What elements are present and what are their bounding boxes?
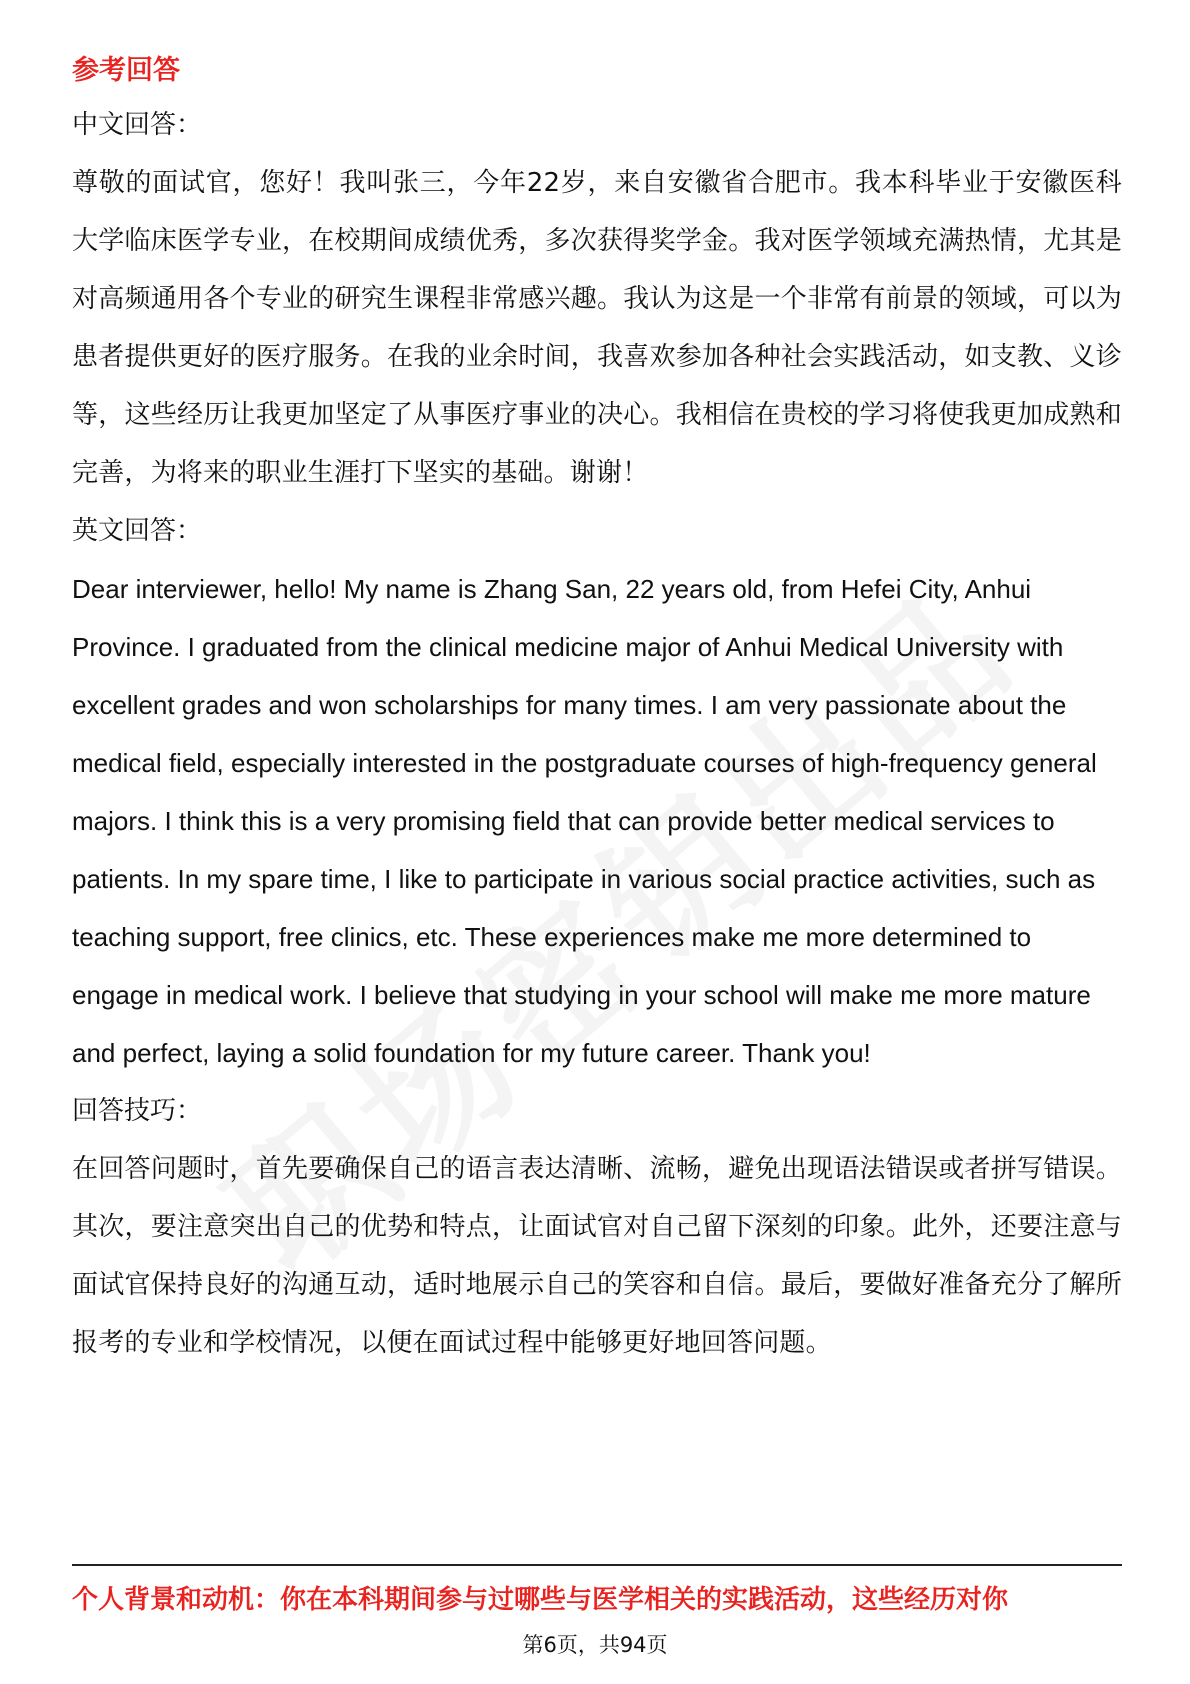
chinese-answer-text: 尊敬的面试官，您好！我叫张三，今年22岁，来自安徽省合肥市。我本科毕业于安徽医科大学临床医学专业，在校期间成绩优秀，多次获得奖学金。我对医学领域充满热情，尤其是对高频通用各个专业的研究生课程非常感兴趣。我认为这是一个非常有前景的领域，可以为患者提供更好的医疗服务。在我的业余时间，我喜欢参加各种社会实践活动，如支教、义诊等，这些经历让我更加坚定了从事医疗事业的决心。我相信在贵校的学习将使我更加成熟和完善，为将来的职业生涯打下坚实的基础。谢谢！ (72, 168, 1122, 488)
tips-text: 在回答问题时，首先要确保自己的语言表达清晰、流畅，避免出现语法错误或者拼写错误。其次，要注意突出自己的优势和特点，让面试官对自己留下深刻的印象。此外，还要注意与面试官保持良好的沟通互动，适时地展示自己的笑容和自信。最后，要做好准备充分了解所报考的专业和学校情况，以便在面试过程中能够更好地回答问题。 (72, 1154, 1122, 1358)
next-question: 个人背景和动机：你在本科期间参与过哪些与医学相关的实践活动，这些经历对你 (72, 1585, 1009, 1615)
section-divider (72, 1564, 1122, 1566)
tips-label: 回答技巧： (72, 1096, 203, 1126)
section-title: 参考回答 (72, 55, 180, 86)
document-body (72, 46, 1122, 1372)
english-answer-text: Dear interviewer, hello! My name is Zhang San, 22 years old, from Hefei City, Anhui Province. I graduated from the clinical medicine major of Anhui Medical University with excellent grades and won scholarships for many times. I am very passionate about the medical field, especially interested in the postgraduate courses of high-frequency general majors. I think this is a very promising field that can provide better medical services to patients. In my spare time, I like to participate in various social practice activities, such as teaching support, free clinics, etc. These experiences make me more determined to engage in medical work. I believe that studying in your school will make me more mature and perfect, laying a solid foundation for my future career. Thank you! (72, 574, 1097, 1068)
chinese-answer-label: 中文回答： (72, 110, 203, 140)
page-number: 第6页，共94页 (522, 1633, 668, 1657)
english-answer-label: 英文回答： (72, 516, 203, 546)
